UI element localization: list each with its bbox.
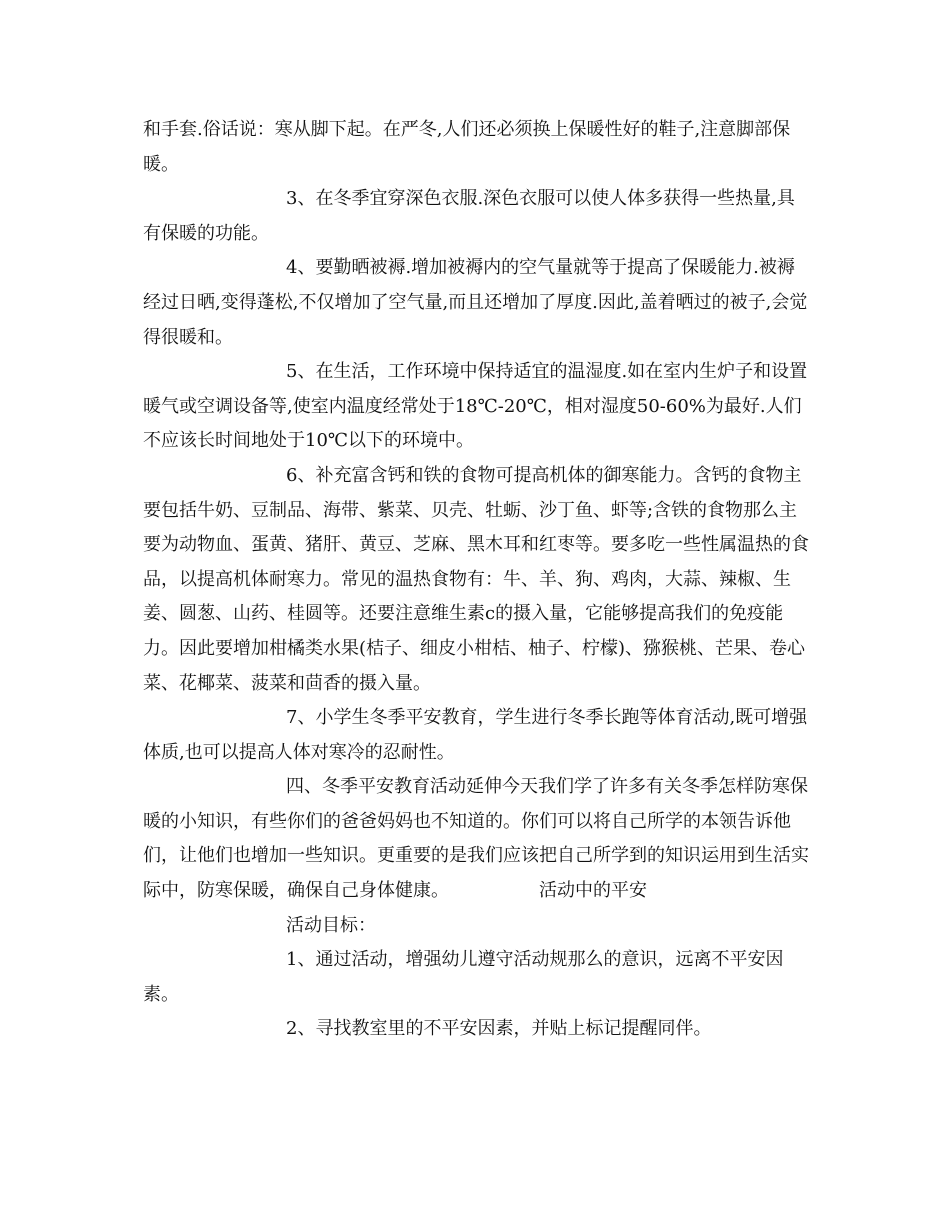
paragraph-item-5: 5、在生活，工作环境中保持适宜的温湿度.如在室内生炉子和设置暖气或空调设备等,使室内温度经常处于18℃-20℃，相对湿度50-60%为最好.人们不应该长时间地处于10℃以下的环境中。: [143, 361, 808, 452]
paragraph-item-7: 7、小学生冬季平安教育，学生进行冬季长跑等体育活动,既可增强体质,也可以提高人体对寒冷的忍耐性。: [143, 707, 808, 763]
goal-item-1: 1、通过活动，增强幼儿遵守活动规那么的意识，远离不平安因素。: [143, 949, 784, 1005]
paragraph-continuation: 和手套.俗话说：寒从脚下起。在严冬,人们还必须换上保暖性好的鞋子,注意脚部保暖。: [143, 119, 791, 175]
paragraph-item-6: 6、补充富含钙和铁的食物可提高机体的御寒能力。含钙的食物主要包括牛奶、豆制品、海带、紫菜、贝壳、牡蛎、沙丁鱼、虾等;含铁的食物那么主要为动物血、蛋黄、猪肝、黄豆、芝麻、黑木耳和红枣等。要多吃一些性属温热的食品，以提高机体耐寒力。常见的温热食物有：牛、羊、狗、鸡肉，大蒜、辣椒、生姜、圆葱、山药、桂圆等。还要注意维生素c的摄入量，它能够提高我们的免疫能力。因此要增加柑橘类水果(桔子、细皮小柑桔、柚子、柠檬)、猕猴桃、芒果、卷心菜、花椰菜、菠菜和茴香的摄入量。: [143, 464, 809, 694]
activity-goals-heading: 活动目标：: [286, 914, 376, 936]
paragraph-item-4: 4、要勤晒被褥.增加被褥内的空气量就等于提高了保暖能力.被褥经过日晒,变得蓬松,不仅增加了空气量,而且还增加了厚度.因此,盖着晒过的被子,会觉得很暖和。: [143, 257, 808, 348]
document-page: [143, 113, 811, 1047]
next-activity-title: 活动中的平安: [539, 880, 647, 902]
goal-item-2: 2、寻找教室里的不平安因素，并贴上标记提醒同伴。: [286, 1018, 712, 1040]
section-4-text: 四、冬季平安教育活动延伸今天我们学了许多有关冬季怎样防寒保暖的小知识，有些你们的爸爸妈妈也不知道的。你们可以将自己所学的本领告诉他们，让他们也增加一些知识。更重要的是我们应该把自己所学到的知识运用到生活实际中，防寒保暖，确保自己身体健康。: [143, 776, 809, 902]
paragraph-item-3: 3、在冬季宜穿深色衣服.深色衣服可以使人体多获得一些热量,具有保暖的功能。: [143, 188, 795, 244]
paragraph-section-4: [143, 770, 811, 908]
